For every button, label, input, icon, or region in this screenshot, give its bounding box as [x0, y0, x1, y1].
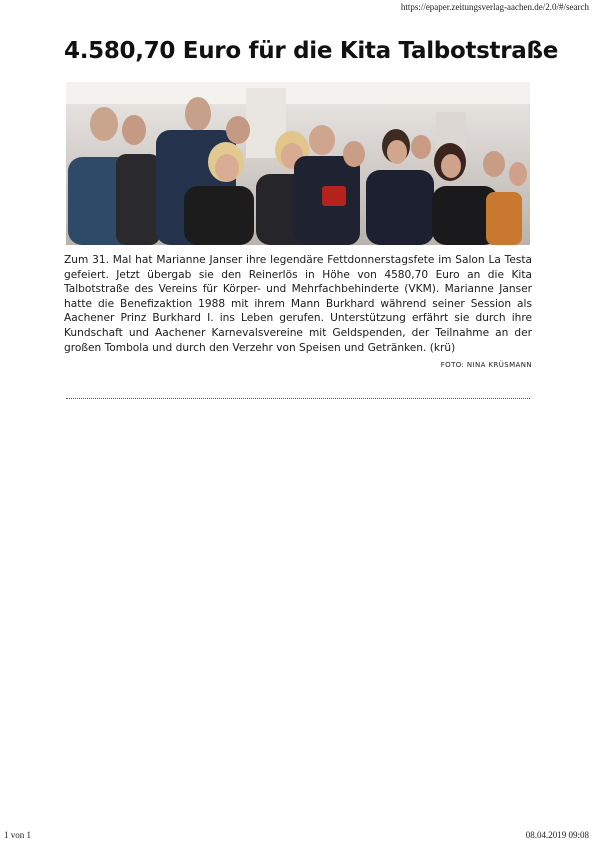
page-url: https://epaper.zeitungsverlag-aachen.de/2.0/#/search — [400, 2, 589, 12]
page-count: 1 von 1 — [4, 830, 31, 840]
article-caption — [64, 253, 532, 373]
print-timestamp: 08.04.2019 09:08 — [525, 830, 589, 840]
photo-credit: FOTO: NINA KRÜSMANN — [440, 361, 532, 370]
separator-rule — [66, 398, 530, 399]
article-headline: 4.580,70 Euro für die Kita Talbotstraße — [64, 38, 559, 64]
caption-text: Zum 31. Mal hat Marianne Janser ihre legendäre Fettdonnerstagsfete im Salon La Testa gefeiert. Jetzt übergab sie den Reinerlös in Höhe von 4580,70 Euro an die Kita Talbotstraße des Vereins für Körper- und Mehrfachbehinderte (VKM). Marianne Janser hatte die Benefizaktion 1988 mit ihrem Mann Burkhard während seiner Session als Aachener Prinz Burkhard I. ins Leben gerufen. Unterstützung erfährt sie durch ihre Kundschaft und Aachener Karnevalsvereine mit Geldspenden, der Teilnahme an der großen Tombola und durch den Verzehr von Speisen und Getränken. (krü) — [64, 254, 532, 354]
article-photo — [66, 82, 530, 245]
